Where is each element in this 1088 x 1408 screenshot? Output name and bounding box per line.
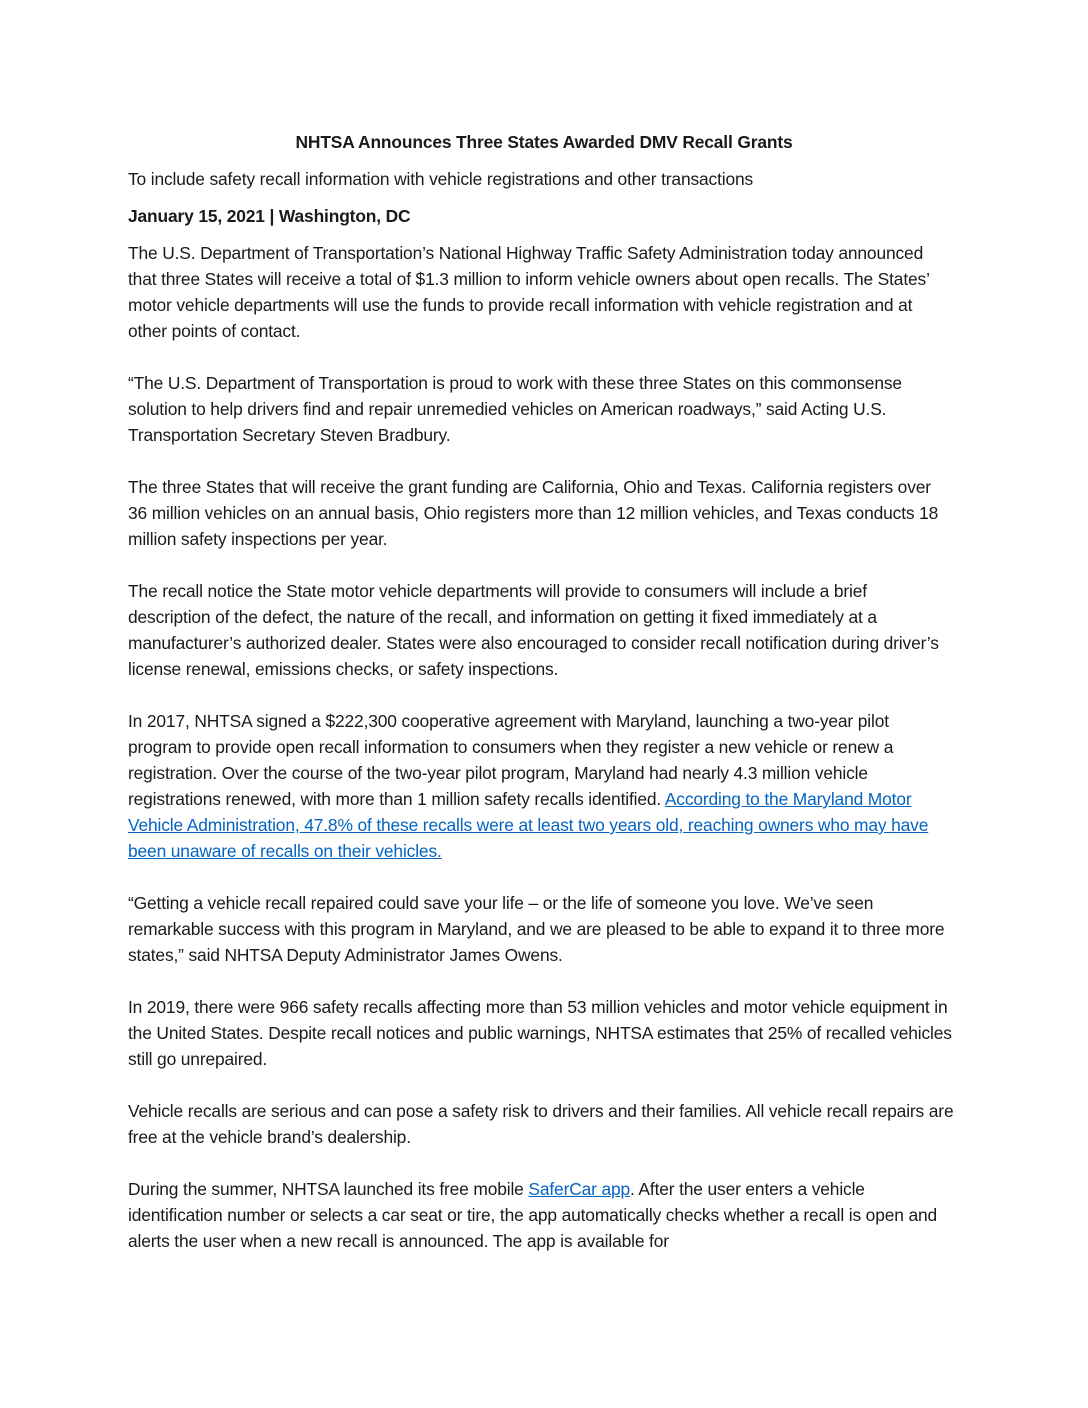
paragraph-free-repairs: Vehicle recalls are serious and can pose a safety risk to drivers and their families. All vehicle recall repairs are free at the vehicle brand’s dealership. [128, 1101, 954, 1147]
press-release-subtitle: To include safety recall information with vehicle registrations and other transactions [128, 169, 754, 189]
release-date: January 15, 2021 [128, 206, 265, 226]
paragraph-announcement: The U.S. Department of Transportation’s National Highway Traffic Safety Administration today announced that three States will receive a total of $1.3 million to inform vehicle owners about open recalls. The States’ motor vehicle departments will use the funds to provide recall information with vehicle registration and at other points of contact. [128, 243, 930, 341]
paragraph-secretary-quote: “The U.S. Department of Transportation is proud to work with these three States on this commonsense solution to help drivers find and repair unremedied vehicles on American roadways,” said Acting U.S. Transportation Secretary Steven Bradbury. [128, 373, 902, 445]
maryland-mva-link[interactable]: According to the Maryland Motor Vehicle Administration, 47.8% of these recalls were at least two years old, reaching owners who may have been unaware of recalls on their vehicles. [128, 789, 929, 861]
paragraph-recall-notice: The recall notice the State motor vehicle departments will provide to consumers will include a brief description of the defect, the nature of the recall, and information on getting it fixed immediately at a manufacturer’s authorized dealer. States were also encouraged to consider recall notification during driver’s license renewal, emissions checks, or safety inspections. [128, 581, 939, 679]
dateline-separator: | [269, 206, 275, 226]
paragraph-recall-statistics: In 2019, there were 966 safety recalls affecting more than 53 million vehicles and motor vehicle equipment in the United States. Despite recall notices and public warnings, NHTSA estimates that 25% of recalled vehicles still go unrepaired. [128, 997, 952, 1069]
document-body [128, 129, 954, 1280]
press-release-title: NHTSA Announces Three States Awarded DMV Recall Grants [295, 132, 793, 152]
safercar-app-link[interactable]: SaferCar app [528, 1179, 631, 1199]
paragraph-grant-states: The three States that will receive the grant funding are California, Ohio and Texas. California registers over 36 million vehicles on an annual basis, Ohio registers more than 12 million vehicles, and Texas conducts 18 million safety inspections per year. [128, 477, 939, 549]
paragraph-administrator-quote: “Getting a vehicle recall repaired could save your life – or the life of someone you love. We’ve seen remarkable success with this program in Maryland, and we are pleased to be able to expand it to three more states,” said NHTSA Deputy Administrator James Owens. [128, 893, 945, 965]
paragraph-safercar-app [128, 1176, 954, 1254]
release-location: Washington, DC [278, 206, 411, 226]
safercar-text-before: During the summer, NHTSA launched its free mobile [128, 1179, 529, 1199]
paragraph-maryland-pilot [128, 708, 954, 864]
maryland-pilot-text: In 2017, NHTSA signed a $222,300 cooperative agreement with Maryland, launching a two-year pilot program to provide open recall information to consumers when they register a new vehicle or renew a registration. Over the course of the two-year pilot program, Maryland had nearly 4.3 million vehicle registrations renewed, with more than 1 million safety recalls identified. [128, 711, 894, 809]
safercar-text-after: . After the user enters a vehicle identification number or selects a car seat or tire, the app automatically checks whether a recall is open and alerts the user when a new recall is announced. The app is available for [128, 1179, 938, 1251]
dateline [128, 203, 954, 229]
